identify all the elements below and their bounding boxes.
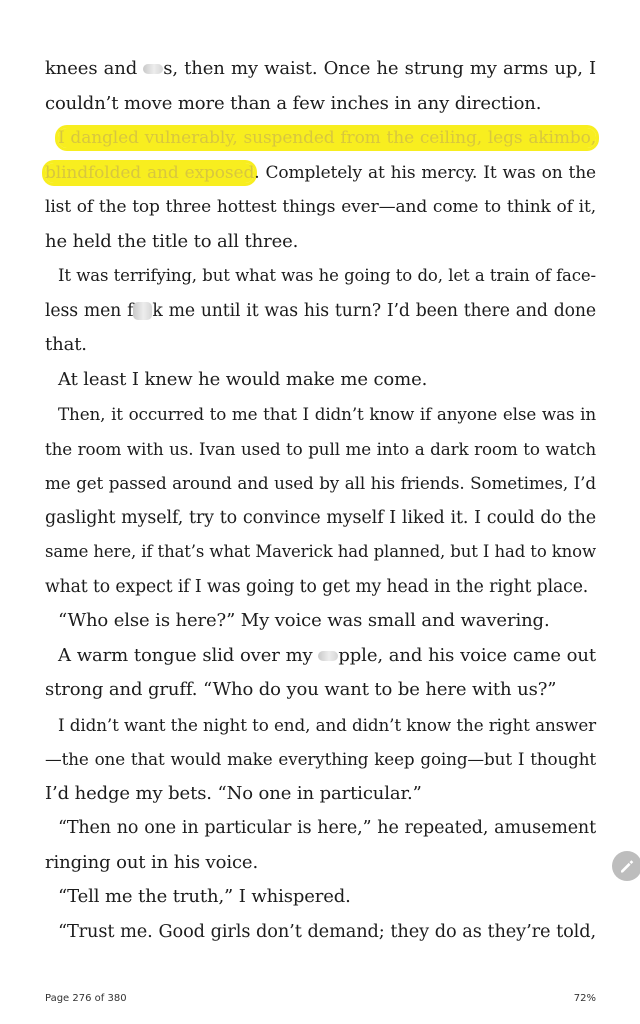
redaction-blur <box>318 651 338 661</box>
reading-progress-label: 72% <box>573 993 596 1004</box>
text-span: —the one that would make everything keep going—but I thought <box>45 749 596 769</box>
text-line <box>45 432 596 467</box>
text-line <box>45 639 596 674</box>
text-line <box>45 811 596 846</box>
annotate-button[interactable] <box>612 851 640 881</box>
text-line <box>45 673 596 708</box>
text-line <box>45 294 596 329</box>
text-line <box>45 190 596 225</box>
text-span: It was terrifying, but what was he going to do, let a train of face- <box>58 266 596 285</box>
text-span: s, then my waist. Once he strung my arms up, I <box>163 58 596 79</box>
text-span: ringing out in his voice. <box>45 851 259 873</box>
text-line <box>45 742 596 777</box>
text-span: At least I knew he would make me come. <box>58 368 428 390</box>
book-page-text[interactable] <box>45 52 596 949</box>
page-number-label: Page 276 of 380 <box>45 993 127 1004</box>
highlighted-passage[interactable]: I dangled vulnerably, suspended from the ceiling, legs akimbo, <box>58 128 596 148</box>
text-span: pple, and his voice came out <box>338 644 596 666</box>
text-span: strong and gruff. “Who do you want to be here with us?” <box>45 679 557 700</box>
text-line <box>45 363 596 398</box>
text-span: the room with us. Ivan used to pull me into a dark room to watch <box>45 438 596 459</box>
text-line <box>45 570 596 605</box>
text-line <box>45 225 596 260</box>
text-span: that. <box>45 334 87 355</box>
text-span: what to expect if I was going to get my head in the right place. <box>45 576 589 597</box>
text-line <box>45 259 596 294</box>
text-span: me get passed around and used by all his friends. Sometimes, I’d <box>45 473 596 493</box>
text-span: A warm tongue slid over my <box>58 644 319 666</box>
page-footer <box>45 993 596 1007</box>
text-span: “Trust me. Good girls don’t demand; they do as they’re told, <box>58 921 596 942</box>
text-span: list of the top three hottest things ever—and come to think of it, <box>45 197 596 217</box>
text-line <box>45 777 596 812</box>
text-span: knees and <box>45 58 144 79</box>
text-line <box>45 328 596 363</box>
text-span: same here, if that’s what Maverick had planned, but I had to know <box>45 542 596 561</box>
text-span: k me until it was his turn? I’d been there and done <box>152 300 596 321</box>
text-line <box>45 708 596 743</box>
text-line <box>45 501 596 536</box>
text-line <box>45 880 596 915</box>
text-span: I didn’t want the night to end, and didn’t know the right answer <box>58 714 596 735</box>
text-line <box>45 156 596 191</box>
text-line <box>45 52 596 87</box>
text-span: “Who else is here?” My voice was small and wavering. <box>58 610 550 631</box>
text-line <box>45 87 596 122</box>
text-span: gaslight myself, try to convince myself I liked it. I could do the <box>45 507 596 528</box>
text-line <box>45 535 596 570</box>
text-line <box>45 397 596 432</box>
text-line <box>45 466 596 501</box>
text-span: . Completely at his mercy. It was on the <box>254 162 596 183</box>
text-span: “Then no one in particular is here,” he repeated, amusement <box>58 818 596 838</box>
text-span: Then, it occurred to me that I didn’t know if anyone else was in <box>58 404 596 424</box>
text-span: couldn’t move more than a few inches in any direction. <box>45 92 542 114</box>
redaction-blur <box>143 64 163 74</box>
text-span: I’d hedge my bets. “No one in particular.” <box>45 782 422 804</box>
text-span: he held the title to all three. <box>45 230 299 252</box>
text-line <box>45 604 596 639</box>
text-span: less men f <box>45 300 134 321</box>
highlighted-passage[interactable]: blindfolded and exposed <box>45 162 255 183</box>
text-span: “Tell me the truth,” I whispered. <box>58 886 351 907</box>
text-line <box>45 915 596 950</box>
text-line <box>45 846 596 881</box>
redaction-blur <box>133 302 152 320</box>
text-line <box>45 121 596 156</box>
